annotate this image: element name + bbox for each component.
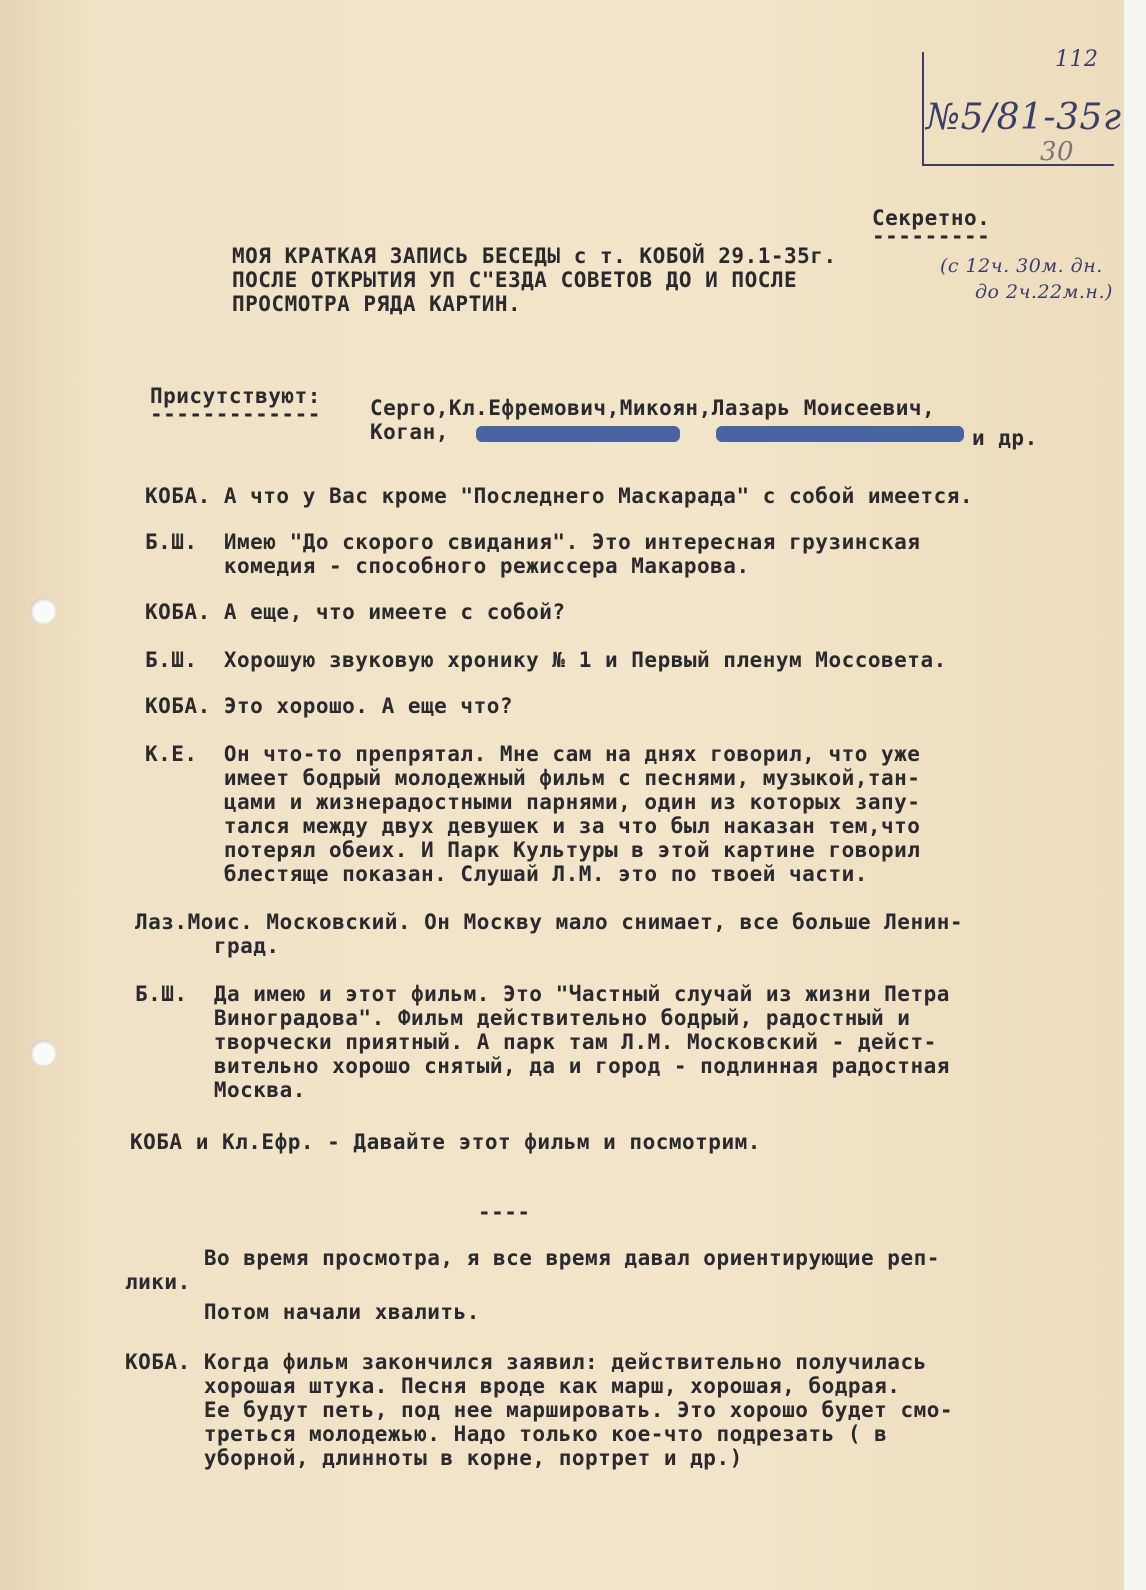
- dialogue-line: блестяще показан. Слушай Л.М. это по твоей части.: [145, 862, 868, 886]
- classification: Секретно.: [872, 206, 991, 230]
- punch-hole: [30, 598, 56, 624]
- dialogue-line: имеет бодрый молодежный фильм с песнями, музыкой,тан-: [145, 766, 921, 790]
- stamp-main: №5/81-35г: [926, 97, 1122, 138]
- dialogue-line: комедия - способного режиссера Макарова.: [145, 554, 750, 578]
- present-list: Серго,Кл.Ефремович,Микоян,Лазарь Моисеевич,: [370, 396, 936, 420]
- dialogue-line: треться молодежью. Надо только кое-что подрезать ( в: [125, 1422, 888, 1446]
- margin-note: (с 12ч. 30м. дн.: [940, 255, 1103, 277]
- dialogue-line: цами и жизнерадостными парнями, один из которых запу-: [145, 790, 921, 814]
- dialogue-line: хорошая штука. Песня вроде как марш, хорошая, бодрая.: [125, 1374, 901, 1398]
- title-line: ПРОСМОТРА РЯДА КАРТИН.: [232, 292, 522, 316]
- narration-line: лики.: [125, 1270, 191, 1294]
- page-edge: [1124, 0, 1146, 1590]
- title-line: ПОСЛЕ ОТКРЫТИЯ УП С"ЕЗДА СОВЕТОВ ДО И ПОСЛЕ: [232, 268, 798, 292]
- narration-line: Потом начали хвалить.: [125, 1300, 480, 1324]
- present-underline: -------------: [150, 402, 321, 426]
- present-list: Коган,: [370, 420, 449, 444]
- dialogue-line: уборной, длинноты в корне, портрет и др.): [125, 1446, 743, 1470]
- dialogue-line: КОБА и Кл.Ефр. - Давайте этот фильм и посмотрим.: [130, 1130, 761, 1154]
- dialogue-line: потерял обеих. И Парк Культуры в этой картине говорил: [145, 838, 921, 862]
- redaction: [716, 426, 964, 442]
- dialogue-line: Москва.: [135, 1078, 306, 1102]
- stamp-number-top: 112: [1055, 47, 1099, 72]
- dialogue-line: Б.Ш. Хорошую звуковую хронику № 1 и Первый пленум Моссовета.: [145, 648, 947, 672]
- dialogue-line: К.Е. Он что-то препрятал. Мне сам на днях говорил, что уже: [145, 742, 921, 766]
- stamp-number-bottom: 30: [1040, 137, 1075, 167]
- dialogue-line: КОБА. А что у Вас кроме "Последнего Маскарада" с собой имеется.: [145, 484, 974, 508]
- separator: ----: [478, 1200, 531, 1224]
- dialogue-line: Б.Ш. Имею "До скорого свидания". Это интересная грузинская: [145, 530, 921, 554]
- dialogue-line: Виноградова". Фильм действительно бодрый, радостный и: [135, 1006, 911, 1030]
- dialogue-line: КОБА. Это хорошо. А еще что?: [145, 694, 514, 718]
- present-label: Присутствуют:: [150, 384, 321, 408]
- dialogue-line: Б.Ш. Да имею и этот фильм. Это "Частный случай из жизни Петра: [135, 982, 950, 1006]
- dialogue-line: тался между двух девушек и за что был наказан тем,что: [145, 814, 921, 838]
- redaction: [476, 426, 680, 442]
- margin-note: до 2ч.22м.н.): [975, 281, 1113, 303]
- present-list: и др.: [972, 426, 1038, 450]
- dialogue-line: вительно хорошо снятый, да и город - подлинная радостная: [135, 1054, 950, 1078]
- title-line: МОЯ КРАТКАЯ ЗАПИСЬ БЕСЕДЫ с т. КОБОЙ 29.1-35г.: [232, 244, 837, 268]
- classification-underline: ---------: [872, 224, 991, 248]
- dialogue-line: КОБА. Когда фильм закончился заявил: действительно получилась: [125, 1350, 927, 1374]
- dialogue-line: творчески приятный. А парк там Л.М. Московский - дейст-: [135, 1030, 937, 1054]
- narration-line: Во время просмотра, я все время давал ориентирующие реп-: [125, 1246, 940, 1270]
- dialogue-line: КОБА. А еще, что имеете с собой?: [145, 600, 566, 624]
- dialogue-line: град.: [135, 934, 280, 958]
- punch-hole: [30, 1040, 56, 1066]
- dialogue-line: Ее будут петь, под нее маршировать. Это хорошо будет смо-: [125, 1398, 954, 1422]
- dialogue-line: Лаз.Моис. Московский. Он Москву мало снимает, все больше Ленин-: [135, 910, 964, 934]
